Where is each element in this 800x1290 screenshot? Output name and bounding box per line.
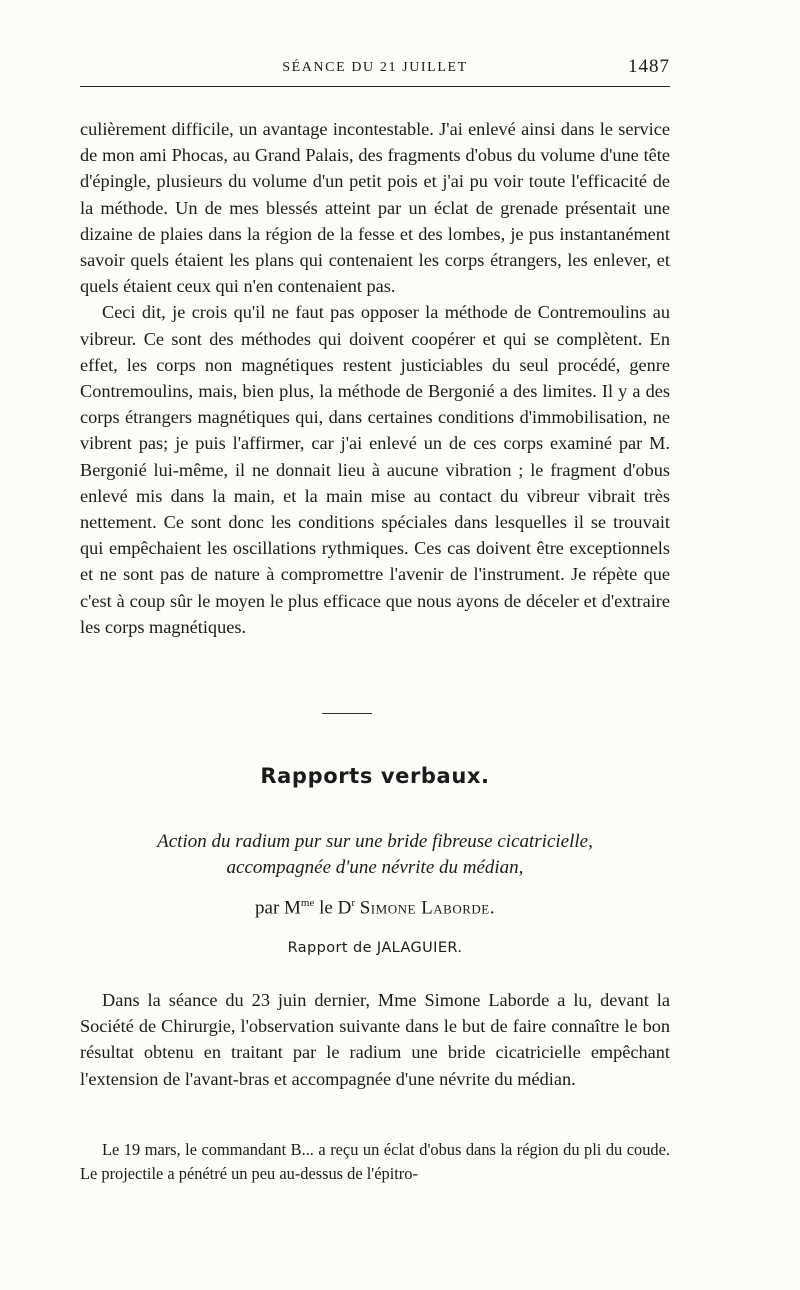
- intro-paragraph: Dans la séance du 23 juin dernier, Mme Simone Laborde a lu, devant la Société de Chirurgie, l'observation suivante dans le but de faire connaître le bon résultat obtenu en traitant par le radium une bride cicatricielle empêchant l'extension de l'avant-bras et accompagnée d'une névrite du médian.: [80, 990, 670, 1089]
- work-title-line-1: Action du radium pur sur une bride fibreuse cicatricielle,: [157, 831, 593, 852]
- author-middle: le D: [314, 897, 352, 919]
- author-dr-sup: r: [351, 897, 355, 909]
- observation-text: [80, 1138, 670, 1185]
- work-title-line-2: accompagnée d'une névrite du médian,: [226, 857, 524, 878]
- author-name: Simone Laborde.: [359, 897, 495, 919]
- running-head: [80, 56, 670, 87]
- author-prefix: par M: [255, 897, 301, 919]
- report-intro: [80, 987, 670, 1092]
- work-title: [80, 829, 670, 881]
- section-divider: [322, 713, 372, 714]
- body-paragraph-1: culièrement difficile, un avantage incontestable. J'ai enlevé ainsi dans le service de mon ami Phocas, au Grand Palais, des fragments d'obus du volume d'une tête d'épingle, plusieurs du volume d'un petit pois et j'ai pu voir toute l'efficacité de la méthode. Un de mes blessés atteint par un éclat de grenade présentait une dizaine de plaies dans la région de la fesse et des lombes, je pus instantanément savoir quels étaient les plans qui contenaient les corps étrangers, les enlever, et quels étaient ceux qui n'en contenaient pas.: [80, 119, 670, 297]
- page-number: 1487: [628, 56, 670, 77]
- body-text: [80, 116, 670, 640]
- section-title: Rapports verbaux.: [260, 764, 490, 788]
- report-by: Rapport de JALAGUIER.: [287, 940, 463, 956]
- author-title-sup: me: [300, 897, 315, 909]
- body-paragraph-2: Ceci dit, je crois qu'il ne faut pas opposer la méthode de Contremoulins au vibreur. Ce sont des méthodes qui doivent coopérer et qui se complètent. En effet, les corps non magnétiques restent justiciables du seul procédé, genre Contremoulins, mais, bien plus, la méthode de Bergonié a des limites. Il y a des corps étrangers magnétiques qui, dans certaines conditions d'immobilisation, ne vibrent pas; je puis l'affirmer, car j'ai enlevé un de ces corps examiné par M. Bergonié lui-même, il ne donnait lieu à aucune vibration ; le fragment d'obus enlevé mis dans la main, et la main mise au contact du vibreur vibrait très nettement. Ce sont donc les conditions spéciales dans lesquelles il se trouvait qui empêchaient les oscillations rythmiques. Ces cas doivent être exceptionnels et ne sont pas de nature à compromettre l'avenir de l'instrument. Je répète que c'est à coup sûr le moyen le plus efficace que nous ayons de déceler et d'extraire les corps magnétiques.: [80, 302, 670, 637]
- author-line: [80, 897, 670, 919]
- observation-paragraph: Le 19 mars, le commandant B... a reçu un éclat d'obus dans la région du pli du coude. Le projectile a pénétré un peu au-dessus de l'épitro-: [80, 1140, 670, 1183]
- running-head-title: SÉANCE DU 21 JUILLET: [282, 60, 468, 75]
